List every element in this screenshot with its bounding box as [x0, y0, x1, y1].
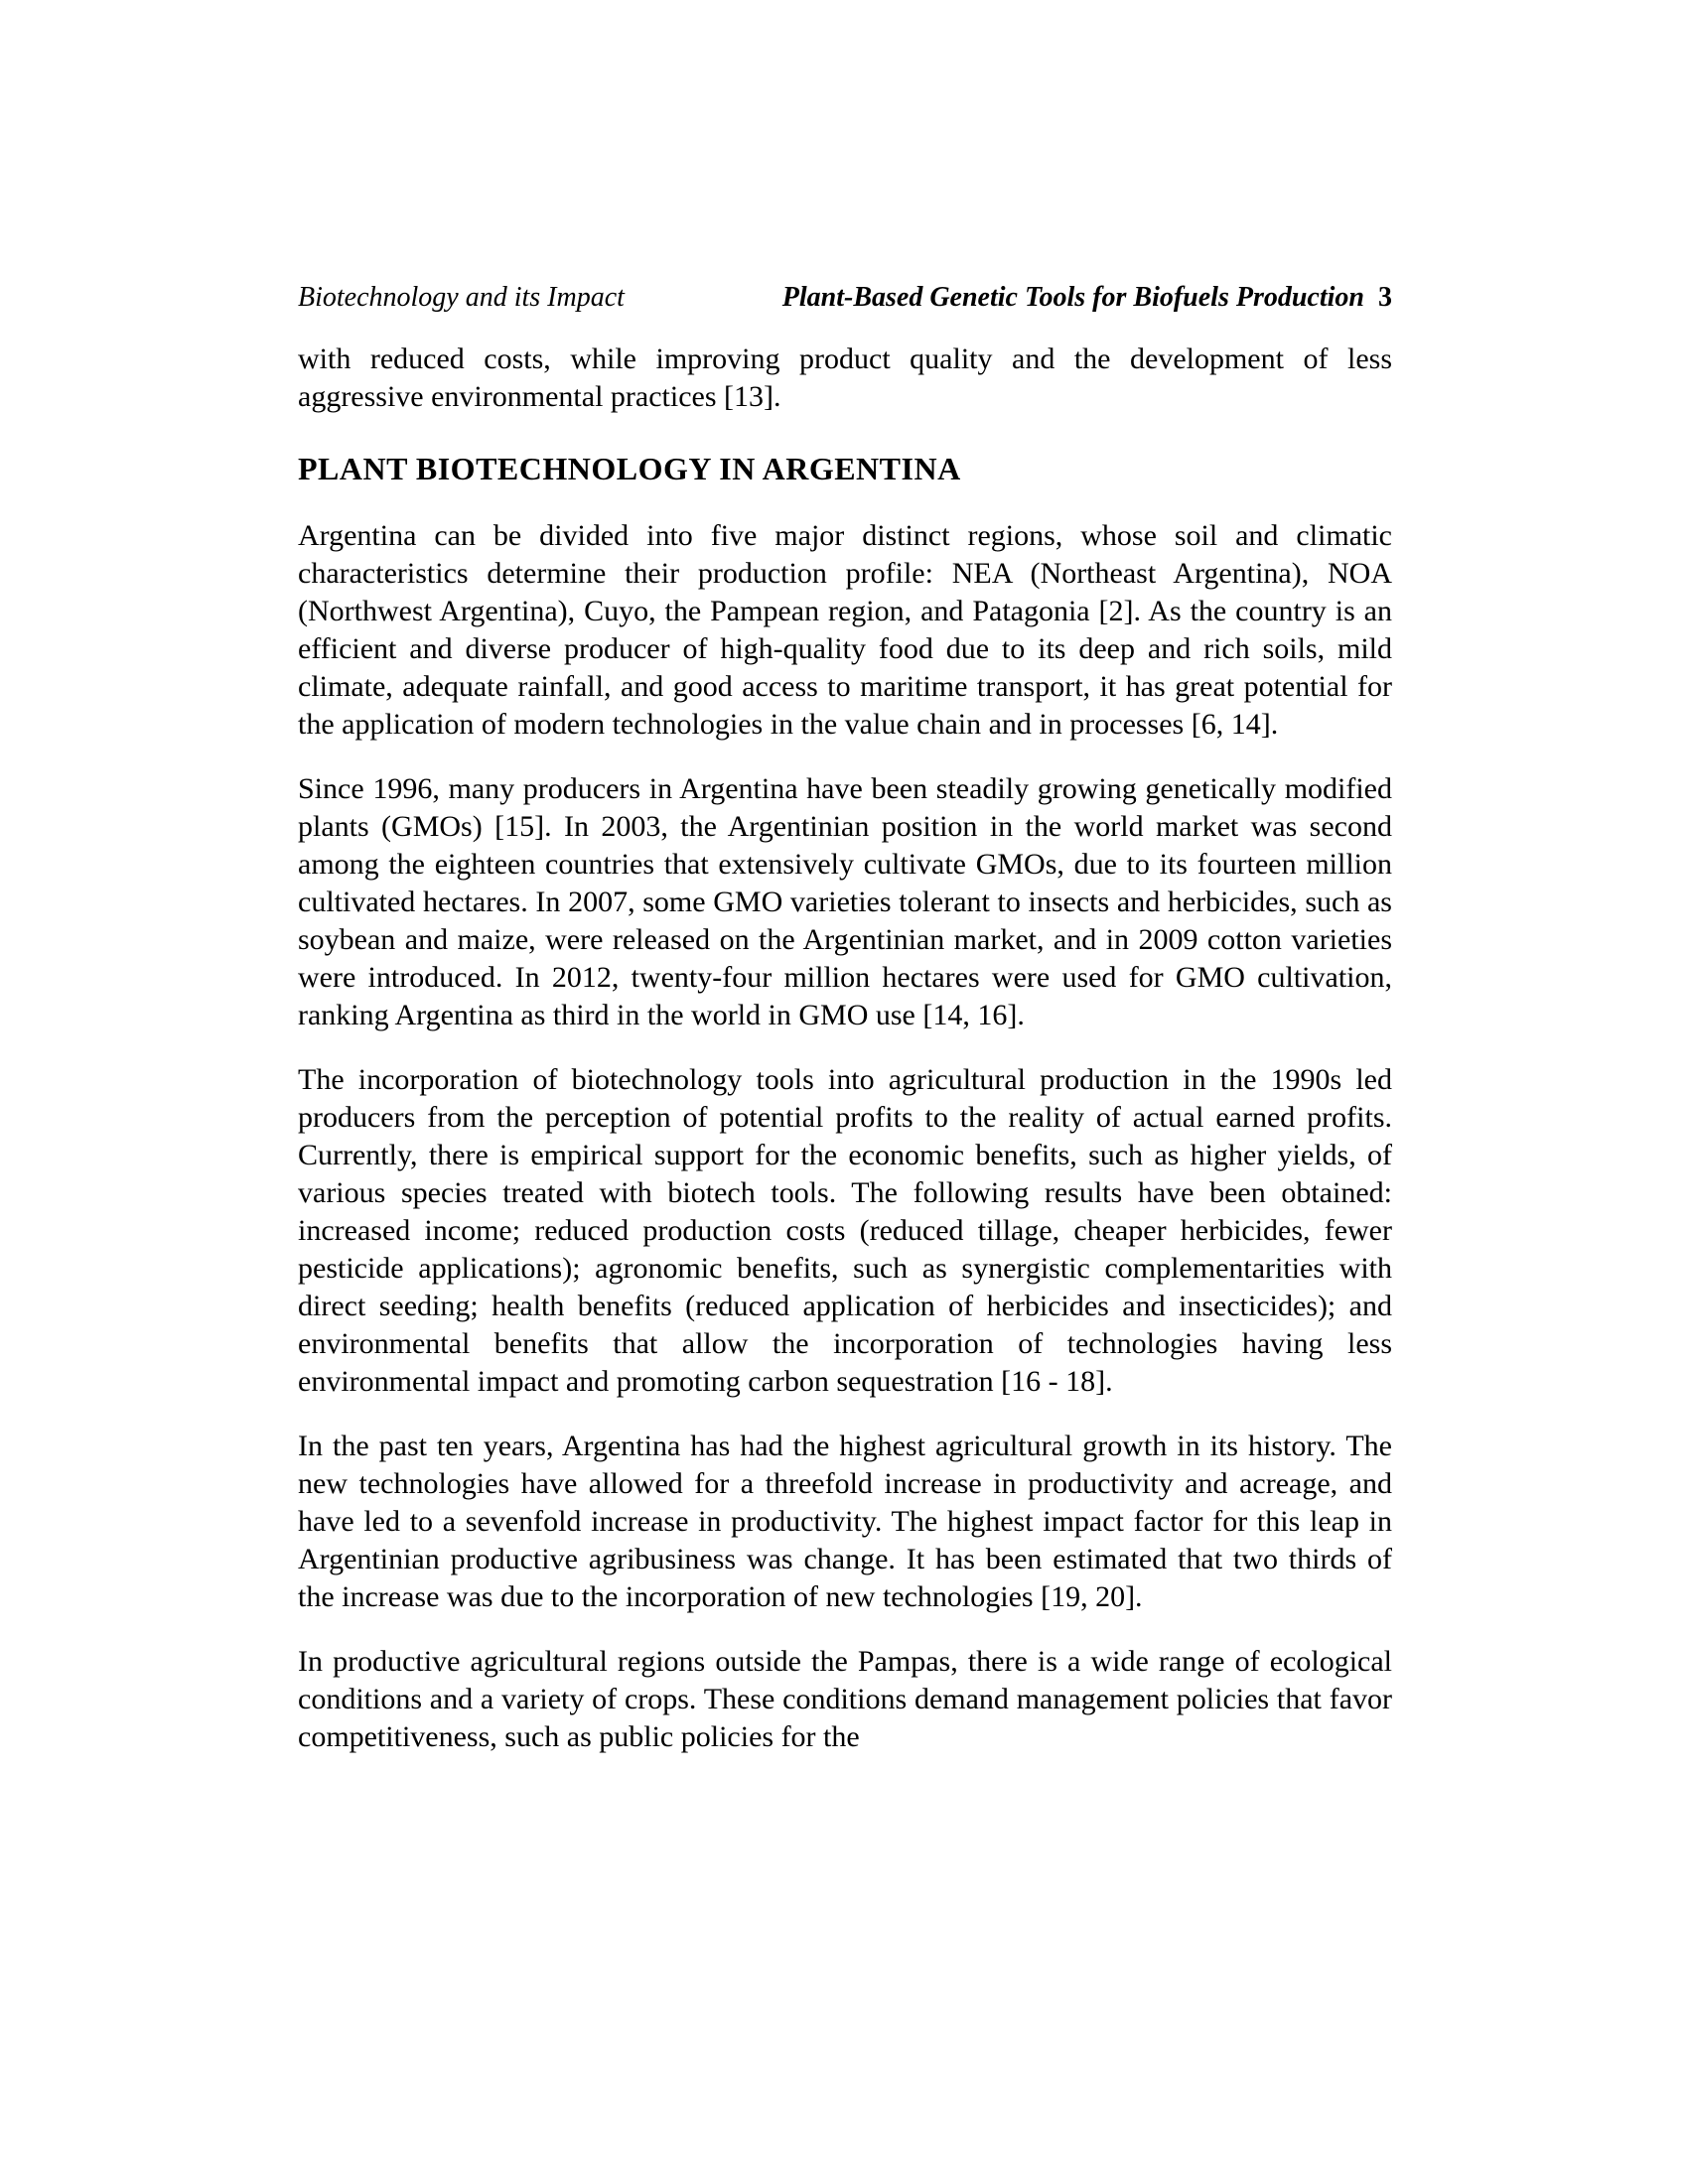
section-heading: PLANT BIOTECHNOLOGY IN ARGENTINA [298, 451, 961, 486]
page-number: 3 [1378, 282, 1392, 313]
paragraph-continuation: with reduced costs, while improving product quality and the development of less aggressive environmental practices [13]. [298, 342, 1392, 413]
running-title-right-text: Plant-Based Genetic Tools for Biofuels Production [781, 282, 1364, 313]
paragraph-biotech-benefits: The incorporation of biotechnology tools into agricultural production in the 1990s led producers from the perception of potential profits to the reality of actual earned profits. Currently, there is empirical support for the economic benefits, such as higher yields, of various species treated with biotech tools. The following results have been obtained: increased income; reduced production costs (reduced tillage, cheaper herbicides, fewer pesticide applications); agronomic benefits, such as synergistic complementarities with direct seeding; health benefits (reduced application of herbicides and insecticides); and environmental benefits that allow the incorporation of technologies having less environmental impact and promoting carbon sequestration [16 - 18]. [298, 1063, 1392, 1398]
paragraph-gmo-history: Since 1996, many producers in Argentina have been steadily growing genetically modified plants (GMOs) [15]. In 2003, the Argentinian position in the world market was second among the eighteen countries that extensively cultivate GMOs, due to its fourteen million cultivated hectares. In 2007, some GMO varieties tolerant to insects and herbicides, such as soybean and maize, were released on the Argentinian market, and in 2009 cotton varieties were introduced. In 2012, twenty-four million hectares were used for GMO cultivation, ranking Argentina as third in the world in GMO use [14, 16]. [298, 772, 1392, 1031]
running-title-right [782, 281, 1392, 315]
page-content [298, 281, 1392, 1783]
running-title-left: Biotechnology and its Impact [298, 282, 625, 313]
paragraph-agricultural-growth: In the past ten years, Argentina has had the highest agricultural growth in its history. The new technologies have allowed for a threefold increase in productivity and acreage, and have led to a sevenfold increase in productivity. The highest impact factor for this leap in Argentinian productive agribusiness was change. It has been estimated that two thirds of the increase was due to the incorporation of new technologies [19, 20]. [298, 1430, 1392, 1613]
running-header [298, 281, 1392, 315]
paragraph-outside-pampas: In productive agricultural regions outside the Pampas, there is a wide range of ecological conditions and a variety of crops. These conditions demand management policies that favor competitiveness, such as public policies for the [298, 1645, 1392, 1753]
paragraph-regions: Argentina can be divided into five major distinct regions, whose soil and climatic characteristics determine their production profile: NEA (Northeast Argentina), NOA (Northwest Argentina), Cuyo, the Pampean region, and Patagonia [2]. As the country is an efficient and diverse producer of high-quality food due to its deep and rich soils, mild climate, adequate rainfall, and good access to maritime transport, it has great potential for the application of modern technologies in the value chain and in processes [6, 14]. [298, 519, 1392, 741]
